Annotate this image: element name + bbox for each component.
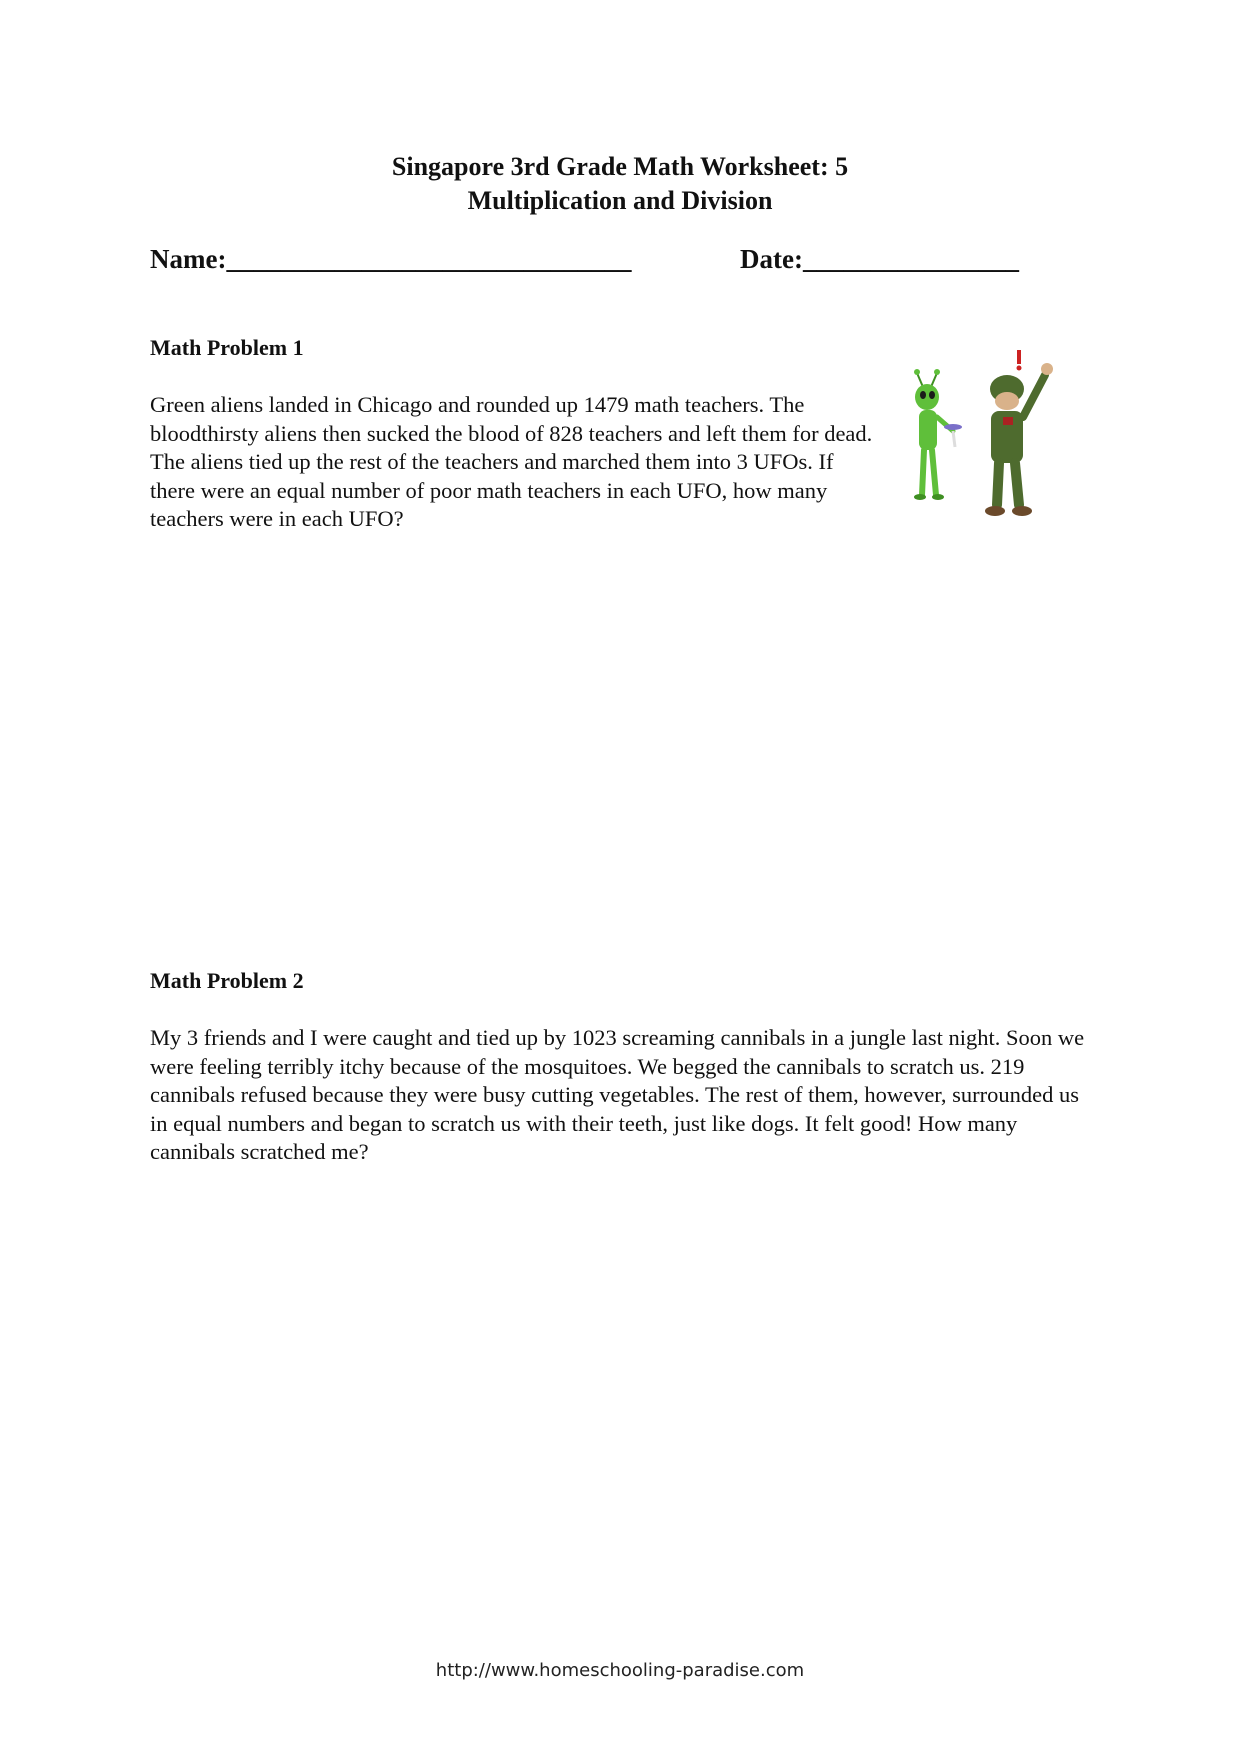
problem-1-heading: Math Problem 1	[150, 335, 304, 360]
problem-2-text: My 3 friends and I were caught and tied up by 1023 screaming cannibals in a jungle last night. Soon we were feeling terribly itchy because of the mosquitoes. We begged the cannibals to scratch us. 219 cannibals refused because they were busy cutting vegetables. The rest of them, however, surrounded us in equal numbers and began to scratch us with their teeth, just like dogs. It felt good! How many cannibals scratched me?	[150, 1025, 1085, 1164]
title-line-2: Multiplication and Division	[467, 186, 773, 215]
worksheet-title	[0, 150, 1240, 218]
name-field: Name:______________________________	[150, 244, 632, 274]
problem-1-text: Green aliens landed in Chicago and rounded up 1479 math teachers. The bloodthirsty aliens then sucked the blood of 828 teachers and left them for dead. The aliens tied up the rest of the teachers and marched them into 3 UFOs. If there were an equal number of poor math teachers in each UFO, how many teachers were in each UFO?	[150, 392, 873, 531]
problem-2-heading: Math Problem 2	[150, 968, 304, 993]
footer-url[interactable]: http://www.homeschooling-paradise.com	[435, 1660, 805, 1681]
title-line-1: Singapore 3rd Grade Math Worksheet: 5	[391, 152, 849, 181]
green-alien-icon	[914, 369, 962, 500]
soldier-icon	[985, 350, 1053, 516]
alien-and-soldier-illustration	[895, 345, 1075, 525]
date-field: Date:________________	[740, 244, 1019, 274]
